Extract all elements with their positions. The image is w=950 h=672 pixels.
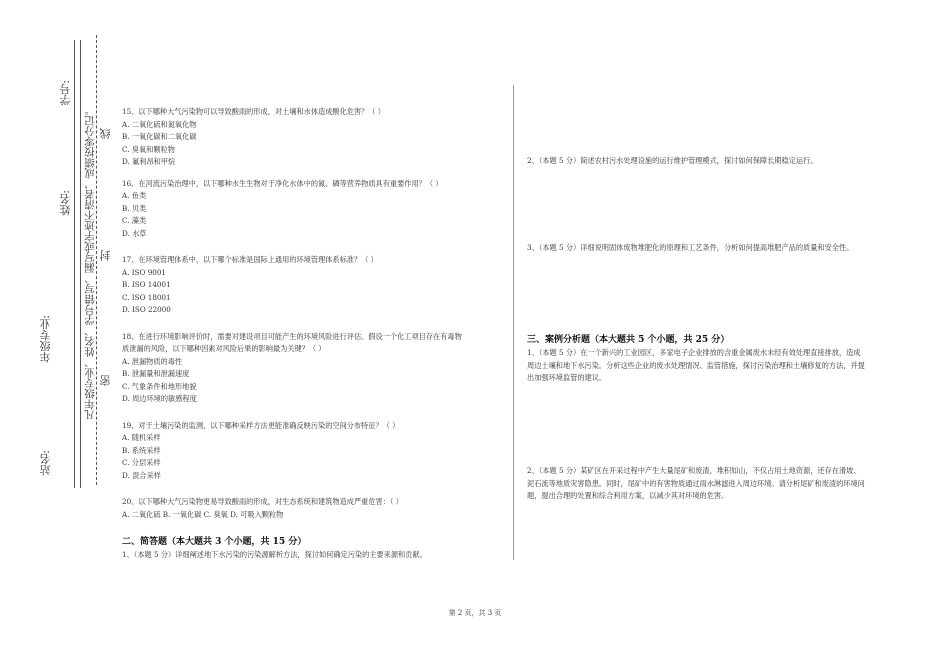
option-a: A. ISO 9001 bbox=[122, 267, 166, 277]
option-a: A. 二氧化硫和氮氧化物 bbox=[122, 119, 197, 129]
option-b: B. 系统采样 bbox=[122, 445, 161, 455]
option-c: C. 气象条件和地形地貌 bbox=[122, 381, 197, 391]
question-stem: 15、以下哪种大气污染物可以导致酸雨的形成，对土壤和水体造成酸化危害？（ ） bbox=[122, 107, 385, 116]
question-stem: 19、对于土壤污染的监测，以下哪种采样方法更能准确反映污染的空间分布特征？（ ） bbox=[122, 420, 400, 430]
case-analysis-q1: 1、（本题 5 分）在一个新兴的工业园区，多家电子企业排放的含重金属废水未经有效处理直接排放，造成周边土壤和地下水污染。分析这些企业的废水处理情况、监管措施，探讨污染治理和土壤修复的方法，并提出加强环境监管的建议。 bbox=[527, 348, 865, 382]
station-label: 站名: bbox=[39, 450, 52, 476]
question-20 bbox=[122, 496, 467, 521]
option-d: D. 氟利昂和甲烷 bbox=[122, 157, 176, 166]
option-a: A. 泄漏物质的毒性 bbox=[122, 356, 183, 366]
seal-mark-feng: 封 bbox=[99, 250, 112, 261]
section-3-block bbox=[527, 333, 865, 385]
options-inline: A. 二氧化硫 B. 一氧化碳 C. 臭氧 D. 可吸入颗粒物 bbox=[122, 509, 284, 519]
section-3-title: 三、案例分析题（本大题共 5 个小题，共 25 分） bbox=[527, 335, 730, 345]
short-answer-q2: 2、（本题 5 分）简述农村污水处理设施的运行维护管理模式，探讨如何保障长期稳定运行。 bbox=[527, 156, 818, 165]
column-divider bbox=[513, 85, 514, 560]
option-c: C. 分层采样 bbox=[122, 458, 161, 467]
option-d: D. 水草 bbox=[122, 228, 147, 238]
question-17 bbox=[122, 254, 467, 317]
grade-major-label: 年级专业: bbox=[39, 315, 52, 363]
question-stem: 18、在进行环境影响评价时，需要对建设项目可能产生的环境风险进行评估。假设一个化工项目存在有毒物质泄漏的风险，以下哪种因素对风险后果的影响最为关键？（ ） bbox=[122, 331, 462, 353]
short-answer-q3-block bbox=[527, 242, 865, 255]
question-15 bbox=[122, 106, 467, 169]
option-c: C. 藻类 bbox=[122, 216, 147, 225]
option-b: B. 一氧化碳和二氧化碳 bbox=[122, 132, 197, 141]
question-stem: 17、在环境管理体系中，以下哪个标准是国际上通用的环境管理体系标准？（ ） bbox=[122, 255, 378, 264]
option-a: A. 鱼类 bbox=[122, 191, 147, 200]
option-c: C. ISO 18001 bbox=[122, 292, 171, 302]
option-b: B. 泄漏量和泄漏速度 bbox=[122, 369, 190, 378]
option-d: D. 混合采样 bbox=[122, 470, 161, 480]
question-18 bbox=[122, 331, 467, 406]
binding-margin bbox=[0, 0, 110, 672]
option-a: A. 随机采样 bbox=[122, 433, 161, 442]
left-column bbox=[122, 106, 467, 562]
question-16 bbox=[122, 178, 467, 241]
question-19 bbox=[122, 420, 467, 483]
question-stem: 20、以下哪种大气污染物更易导致酸雨的形成，对生态系统和建筑物造成严重危害：（ ） bbox=[122, 497, 403, 506]
seal-mark-xian: 线 bbox=[99, 128, 112, 139]
option-d: D. ISO 22000 bbox=[122, 305, 171, 314]
case-analysis-q2: 2、（本题 5 分）某矿区在开采过程中产生大量尾矿和废渣，堆积如山，不仅占用土地资源，还存在滑坡、泥石流等地质灾害隐患。同时，尾矿中的有害物质通过雨水淋滤进入周边环境。请分析尾矿和废渣的环境问题，提出合理的处置和综合利用方案，以减少其对环境的危害。 bbox=[527, 466, 865, 500]
name-label: 姓名: bbox=[59, 190, 72, 216]
student-id-label: 学号: bbox=[59, 80, 72, 106]
option-b: B. 贝类 bbox=[122, 203, 147, 213]
question-stem: 16、在河流污染治理中，以下哪种水生生物对于净化水体中的氮、磷等营养物质具有重要作用？（ ） bbox=[122, 178, 443, 188]
seal-mark-mi: 密 bbox=[99, 375, 112, 386]
option-c: C. 臭氧和颗粒物 bbox=[122, 144, 175, 154]
short-answer-q1: 1、（本题 5 分）详细阐述地下水污染的污染源解析方法，探讨如何确定污染的主要来源和贡献。 bbox=[122, 550, 427, 559]
case-analysis-q2-block bbox=[527, 465, 865, 503]
binding-line-outer bbox=[74, 40, 75, 488]
right-column bbox=[527, 155, 865, 168]
option-d: D. 周边环境的敏感程度 bbox=[122, 394, 197, 403]
section-2-title: 二、简答题（本大题共 3 个小题，共 15 分） bbox=[122, 537, 307, 547]
binding-warning: 凡年级专业、姓名、学号错写、漏写或字迹不清者，成绩按零分记。 bbox=[84, 105, 96, 420]
binding-line-inner bbox=[80, 40, 81, 488]
short-answer-q3: 3、（本题 5 分）详细说明固体废物堆肥化的原理和工艺条件，分析如何提高堆肥产品的质量和安全性。 bbox=[527, 243, 854, 252]
page-number: 第 2 页，共 3 页 bbox=[448, 609, 502, 617]
option-b: B. ISO 14001 bbox=[122, 280, 171, 289]
